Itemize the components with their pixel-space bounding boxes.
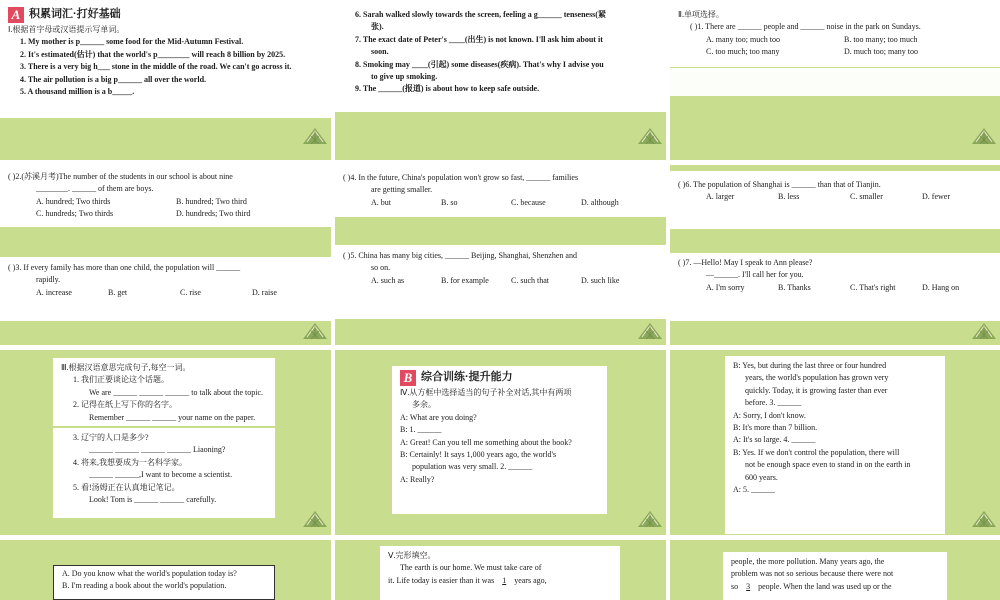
dialogue-line-8: years, the world's population has grown very <box>745 373 889 383</box>
option-c: C. such that <box>511 275 549 285</box>
dialogue-line-13: A: It's so large. 4. ______ <box>733 435 816 445</box>
slide-6[interactable] <box>670 165 1000 345</box>
fan-decoration-icon <box>301 509 329 529</box>
part-4-heading-cont: 多余。 <box>412 400 436 410</box>
mc-question-6: ( )6. The population of Shanghai is ______ than that of Tianjin. <box>678 180 881 189</box>
option-b: B. Thanks <box>778 282 811 292</box>
mc-question-4-cont: are getting smaller. <box>371 185 433 195</box>
section-b-header <box>400 369 599 387</box>
dialogue-line-16: 600 years. <box>745 472 778 482</box>
slide-2[interactable] <box>335 0 666 160</box>
slide-6-bottom <box>670 253 1000 321</box>
translate-3: 3. 辽宁的人口是多少? <box>73 433 149 442</box>
question-2: 2. It's estimated(估计) that the world's p________ will reach 8 billion by 2025. <box>20 49 286 59</box>
question-5: 5. A thousand million is a b_____. <box>20 86 135 96</box>
dialogue-line-2: B: 1. ______ <box>400 425 442 435</box>
slide-5-bottom <box>335 245 666 319</box>
slide-5[interactable] <box>335 165 666 345</box>
dialogue-line-7: B: Yes, but during the last three or four hundred <box>733 361 887 370</box>
option-d: D. Hang on <box>922 282 960 292</box>
cloze-line-2-start: it. Life today is easier than it was <box>388 575 497 585</box>
mc-options-2 <box>8 196 323 208</box>
cloze-blank-1: 1 <box>502 575 507 585</box>
cloze-line-5 <box>731 581 939 593</box>
dialogue-line-9: quickly. Today, it is growing faster than ever <box>745 385 888 395</box>
question-6: 6. Sarah walked slowly towards the screen, feeling a g______ tenseness(紧 <box>355 10 606 19</box>
mc-question-1: ( )1. There are ______ people and ______ noise in the park on Sundays. <box>690 22 921 32</box>
part-4-heading: Ⅳ.从方框中选择适当的句子补全对话,其中有两项 <box>400 388 572 397</box>
dialogue-line-4: B: Certainly! It says 1,000 years ago, the world's <box>400 449 557 459</box>
option-d: D. such like <box>581 275 620 285</box>
fan-decoration-icon <box>970 126 998 146</box>
mc-question-2: ( )2.(苏溪月考)The number of the students in our school is about nine <box>8 172 233 181</box>
option-a: A. many too; much too <box>706 34 780 44</box>
option-a: A. such as <box>371 275 405 285</box>
dialogue-line-6: A: Really? <box>400 474 435 484</box>
question-9: 9. The ______(报道) is about how to keep safe outside. <box>355 84 540 94</box>
question-7-cont: soon. <box>371 47 389 57</box>
mc-options-3 <box>8 287 323 299</box>
fan-decoration-icon <box>636 126 664 146</box>
mc-options-2b <box>8 208 323 220</box>
slide-2-content <box>335 0 666 112</box>
slide-5-top <box>335 165 666 217</box>
option-b: B. too many; too much <box>844 34 918 44</box>
slide-7-top <box>53 358 275 426</box>
slide-7-bottom <box>53 428 275 518</box>
slide-3[interactable] <box>670 0 1000 160</box>
dialogue-line-14: B: Yes. If we don't control the population, there will <box>733 447 900 457</box>
translate-4: 4. 将来,我想要成为一名科学家。 <box>73 457 187 467</box>
option-a: A. increase <box>36 287 72 297</box>
slide-4[interactable] <box>0 165 331 345</box>
option-c: C. because <box>511 197 546 207</box>
slide-9-content <box>725 356 945 534</box>
fan-decoration-icon <box>970 321 998 341</box>
translate-1-en: We are ______ ______ ______ to talk about the topic. <box>89 387 263 397</box>
section-a-title: 积累词汇·打好基础 <box>29 8 121 21</box>
translate-1: 1. 我们正要谈论这个话题。 <box>73 375 169 385</box>
cloze-blank-3: 3 <box>746 581 751 591</box>
option-c: C. too much; too many <box>706 47 780 57</box>
section-a-badge: A <box>8 7 24 23</box>
slide-7[interactable] <box>0 350 331 535</box>
cloze-line-2 <box>388 575 612 587</box>
option-b: B. hundred; Two third <box>176 196 247 206</box>
mc-question-2-cont: ________. ______ of them are boys. <box>36 184 154 194</box>
options-box <box>53 565 275 600</box>
option-b: B. less <box>778 192 800 202</box>
cloze-line-1: The earth is our home. We must take care of <box>400 563 542 573</box>
slide-4-bottom <box>0 257 331 321</box>
question-7: 7. The exact date of Peter's ____(出生) is not known. I'll ask him about it <box>355 34 603 44</box>
mc-options-1b <box>678 46 992 58</box>
translate-4-en: ______ ______,I want to become a scientist. <box>89 470 233 480</box>
option-b-sentence: B. I'm reading a book about the world's population. <box>62 581 227 591</box>
question-8: 8. Smoking may ____(引起) some diseases(疾病). That's why I advise you <box>355 59 604 69</box>
translate-5: 5. 看!汤姆正在认真地记笔记。 <box>73 482 180 492</box>
dialogue-line-3: A: Great! Can you tell me something about the book? <box>400 437 572 447</box>
slide-8[interactable] <box>335 350 666 535</box>
option-a-sentence: A. Do you know what the world's population today is? <box>62 569 237 578</box>
mc-options-7 <box>678 282 992 294</box>
fan-decoration-icon <box>636 321 664 341</box>
section-b-badge: B <box>400 370 416 386</box>
mc-question-7: ( )7. —Hello! May I speak to Ann please? <box>678 258 813 267</box>
option-b: B. get <box>108 287 128 297</box>
mc-question-4: ( )4. In the future, China's population won't grow so fast, ______ families <box>343 173 579 182</box>
slide-6-top <box>670 171 1000 229</box>
question-8-cont: to give up smoking. <box>371 71 438 81</box>
cloze-line-4: problem was not so serious because there were not <box>731 569 894 579</box>
option-b: B. for example <box>441 275 489 285</box>
cloze-line-2-end: years ago, <box>512 575 547 585</box>
translate-3-en: ______ ______ ______ ______ Liaoning? <box>89 445 226 455</box>
fan-decoration-icon <box>970 509 998 529</box>
option-d: D. fewer <box>922 192 950 202</box>
question-3: 3. There is a very big h___ stone in the middle of the road. We can't go across it. <box>20 62 292 72</box>
dialogue-line-11: A: Sorry, I don't know. <box>733 410 806 420</box>
cloze-line-5-end: people. When the land was used up or the <box>756 581 892 591</box>
section-a-header <box>8 6 323 24</box>
option-d: D. much too; many too <box>844 47 918 57</box>
option-a: A. I'm sorry <box>706 282 745 292</box>
slide-8-content <box>392 366 607 514</box>
option-d: D. although <box>581 197 619 207</box>
mc-options-1 <box>678 34 992 46</box>
dialogue-line-15: not be enough space even to stand in on the earth in <box>745 460 911 470</box>
dialogue-line-1: A: What are you doing? <box>400 412 477 422</box>
slide-3-content <box>670 0 1000 67</box>
fan-decoration-icon <box>636 509 664 529</box>
mc-options-5 <box>343 275 658 287</box>
option-a: A. larger <box>706 192 735 202</box>
section-b-title: 综合训练·提升能力 <box>421 371 513 384</box>
translate-2: 2. 记得在纸上写下你的名字。 <box>73 400 177 410</box>
option-b: B. so <box>441 197 458 207</box>
mc-question-3: ( )3. If every family has more than one child, the population will ______ <box>8 263 241 272</box>
mc-options-4 <box>343 197 658 209</box>
option-c: C. That's right <box>850 282 896 292</box>
translate-2-en: Remember ______ ______ your name on the paper. <box>89 412 256 422</box>
slide-9[interactable] <box>670 350 1000 535</box>
slide-1[interactable] <box>0 0 331 160</box>
slide-11[interactable] <box>335 540 666 600</box>
option-c: C. smaller <box>850 192 883 202</box>
mc-question-7-cont: —______. I'll call her for you. <box>706 270 804 280</box>
slide-12-content <box>723 552 947 600</box>
option-a: A. but <box>371 197 391 207</box>
dialogue-line-17: A: 5. ______ <box>733 484 775 494</box>
cloze-line-3: people, the more pollution. Many years ago, the <box>731 557 885 566</box>
question-4: 4. The air pollution is a big p______ all over the world. <box>20 74 207 84</box>
mc-question-5-cont: so on. <box>371 263 391 273</box>
question-1: 1. My mother is p______ some food for the Mid-Autumn Festival. <box>20 37 244 47</box>
cloze-line-5-start: so <box>731 581 741 591</box>
fan-decoration-icon <box>301 126 329 146</box>
dialogue-line-5: population was very small. 2. ______ <box>412 462 533 472</box>
question-6-cont: 张). <box>371 22 384 32</box>
option-c: C. hundreds; Two thirds <box>36 209 114 219</box>
mc-question-3-cont: rapidly. <box>36 275 61 285</box>
part-3-heading: Ⅲ.根据汉语意思完成句子,每空一词。 <box>61 363 191 372</box>
dialogue-line-12: B: It's more than 7 billion. <box>733 422 818 432</box>
part-5-heading: Ⅴ.完形填空。 <box>388 551 436 560</box>
white-band <box>670 68 1000 96</box>
dialogue-line-10: before. 3. ______ <box>745 398 802 408</box>
slide-10[interactable] <box>0 540 331 600</box>
slide-11-content <box>380 546 620 600</box>
part-1-heading: Ⅰ.根据首字母或汉语提示写单词。 <box>8 25 125 34</box>
slide-12[interactable] <box>670 540 1000 600</box>
mc-question-5: ( )5. China has many big cities, ______ Beijing, Shanghai, Shenzhen and <box>343 251 577 260</box>
fan-decoration-icon <box>301 321 329 341</box>
option-a: A. hundred; Two thirds <box>36 196 111 206</box>
option-c: C. rise <box>180 287 201 297</box>
option-d: D. hundreds; Two third <box>176 209 251 219</box>
part-2-heading: Ⅱ.单项选择。 <box>678 10 724 19</box>
option-d: D. raise <box>252 287 277 297</box>
slide-4-top <box>0 165 331 227</box>
mc-options-6 <box>678 191 992 203</box>
translate-5-en: Look! Tom is ______ ______ carefully. <box>89 494 217 504</box>
slide-1-content <box>0 0 331 118</box>
